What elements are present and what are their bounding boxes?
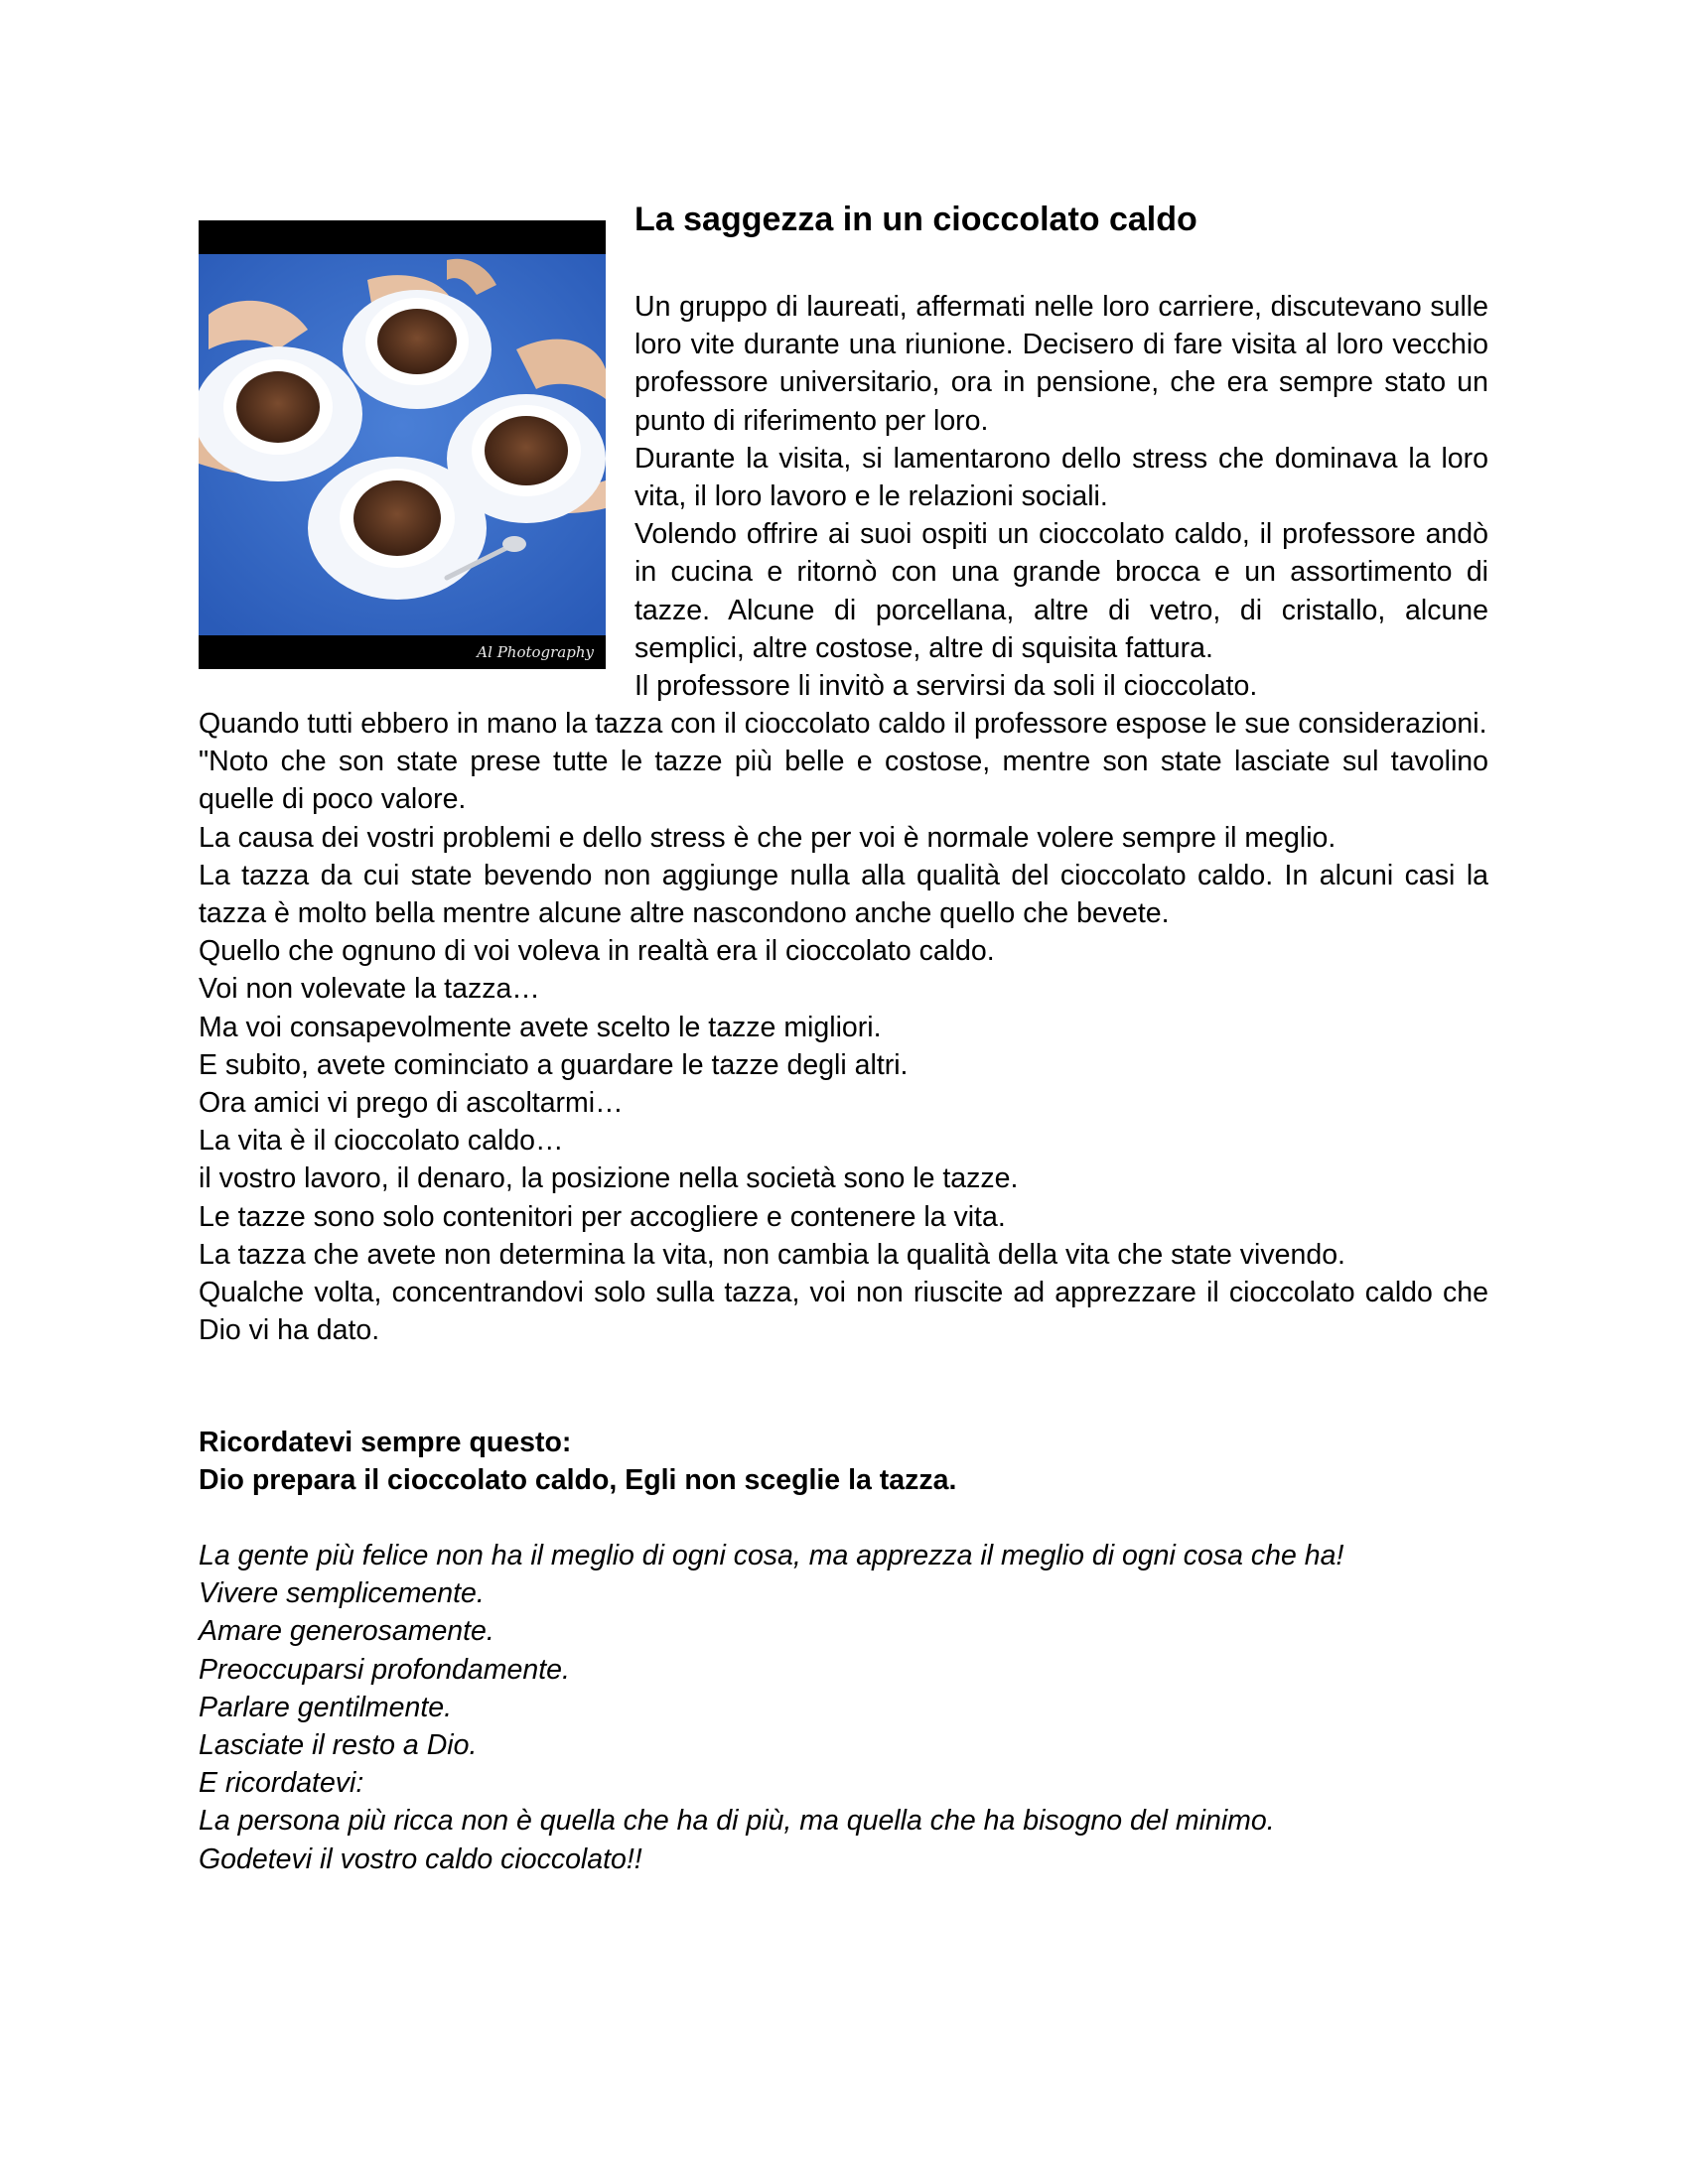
- key-message-line: Ricordatevi sempre questo:: [199, 1427, 572, 1458]
- body-text: [199, 705, 1488, 1349]
- body-paragraph: Ma voi consapevolmente avete scelto le tazze migliori.: [199, 1011, 882, 1043]
- maxim-line: Godetevi il vostro caldo cioccolato!!: [199, 1843, 642, 1875]
- intro-paragraph: Volendo offrire ai suoi ospiti un cioccolato caldo, il professore andò in cucina e ritornò con una grande brocca e un assortimento di tazze. Alcune di porcellana, altre di vetro, di cristallo, alcune semplici, altre costose, altre di squisita fattura.: [634, 518, 1488, 664]
- intro-paragraph: Durante la visita, si lamentarono dello stress che dominava la loro vita, il loro lavoro e le relazioni sociali.: [634, 442, 1488, 513]
- body-paragraph: "Noto che son state prese tutte le tazze più belle e costose, mentre son state lasciate sul tavolino quelle di poco valore.: [199, 746, 1488, 816]
- maxim-line: Parlare gentilmente.: [199, 1691, 453, 1723]
- key-message: [199, 1424, 1488, 1499]
- intro-paragraph: Un gruppo di laureati, affermati nelle loro carriere, discutevano sulle loro vite durante una riunione. Decisero di fare visita al loro vecchio professore universitario, ora in pensione, che era sempre stato un punto di riferimento per loro.: [634, 291, 1488, 437]
- maxim-line: Preoccuparsi profondamente.: [199, 1653, 570, 1686]
- maxim-line: Vivere semplicemente.: [199, 1577, 485, 1610]
- key-message-line: Dio prepara il cioccolato caldo, Egli non sceglie la tazza.: [199, 1464, 957, 1497]
- maxim-line: La persona più ricca non è quella che ha di più, ma quella che ha bisogno del minimo.: [199, 1805, 1275, 1838]
- body-paragraph: Quando tutti ebbero in mano la tazza con il cioccolato caldo il professore espose le sue considerazioni.: [199, 708, 1487, 740]
- body-paragraph: Qualche volta, concentrandovi solo sulla tazza, voi non riuscite ad apprezzare il cioccolato caldo che Dio vi ha dato.: [199, 1277, 1488, 1347]
- body-paragraph: Quello che ognuno di voi voleva in realtà era il cioccolato caldo.: [199, 935, 995, 968]
- article-title: La saggezza in un cioccolato caldo: [634, 201, 1197, 238]
- intro-paragraph: Il professore li invitò a servirsi da soli il cioccolato.: [634, 670, 1258, 703]
- coffee-cups-photo: [199, 220, 606, 669]
- body-paragraph: La tazza che avete non determina la vita, non cambia la qualità della vita che state vivendo.: [199, 1238, 1345, 1271]
- body-paragraph: il vostro lavoro, il denaro, la posizione nella società sono le tazze.: [199, 1162, 1019, 1195]
- body-paragraph: E subito, avete cominciato a guardare le tazze degli altri.: [199, 1048, 909, 1081]
- maxim-line: E ricordatevi:: [199, 1767, 364, 1800]
- photo-watermark: Al Photography: [477, 643, 594, 661]
- body-paragraph: Voi non volevate la tazza…: [199, 973, 540, 1006]
- body-paragraph: Ora amici vi prego di ascoltarmi…: [199, 1087, 624, 1120]
- maxim-line: La gente più felice non ha il meglio di ogni cosa, ma apprezza il meglio di ogni cosa che ha!: [199, 1540, 1344, 1571]
- intro-text: [634, 288, 1488, 705]
- maxim-line: Lasciate il resto a Dio.: [199, 1729, 478, 1762]
- body-paragraph: Le tazze sono solo contenitori per accogliere e contenere la vita.: [199, 1200, 1006, 1233]
- closing-maxims: [199, 1537, 1488, 1878]
- body-paragraph: La tazza da cui state bevendo non aggiunge nulla alla qualità del cioccolato caldo. In alcuni casi la tazza è molto bella mentre alcune altre nascondono anche quello che bevete.: [199, 859, 1488, 930]
- body-paragraph: La vita è il cioccolato caldo…: [199, 1125, 564, 1158]
- maxim-line: Amare generosamente.: [199, 1615, 494, 1648]
- body-paragraph: La causa dei vostri problemi e dello stress è che per voi è normale volere sempre il meglio.: [199, 821, 1336, 854]
